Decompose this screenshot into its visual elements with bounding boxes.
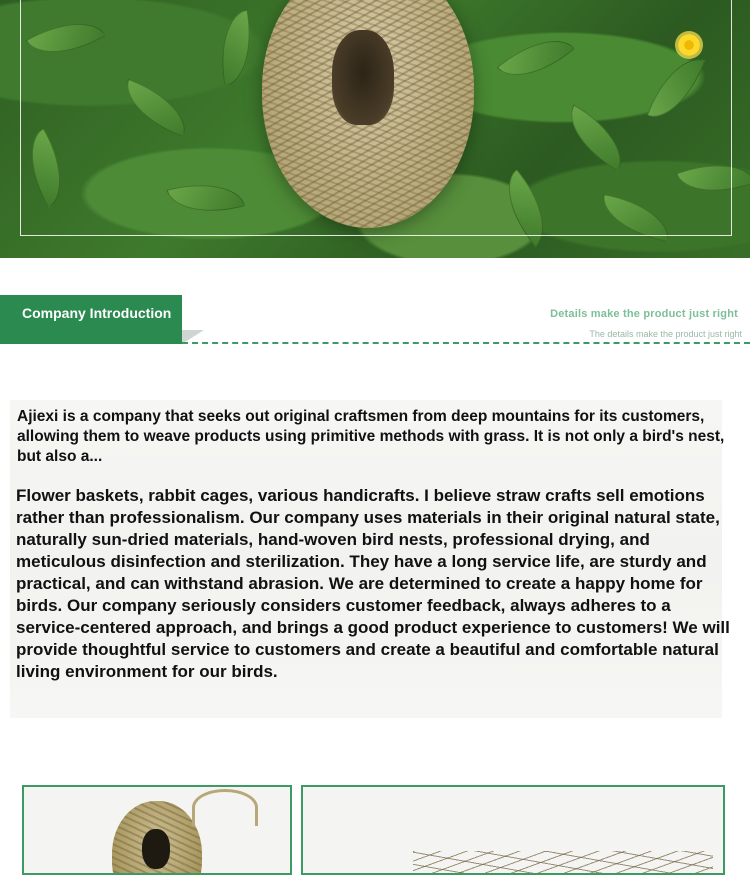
rope-icon (192, 789, 258, 826)
photo-frame (20, 0, 732, 236)
product-photo-card (22, 785, 292, 875)
section-title: Company Introduction (22, 305, 172, 321)
material-photo-card (301, 785, 725, 875)
hero-photo (0, 0, 750, 258)
section-tagline-sub: The details make the product just right (589, 329, 742, 339)
section-tagline: Details make the product just right (550, 308, 738, 320)
nest-entrance (142, 829, 170, 869)
section-divider (182, 342, 750, 344)
hanging-bird-nest-icon (112, 801, 202, 875)
straw-material-icon (413, 851, 713, 875)
company-intro-text: Ajiexi is a company that seeks out original craftsmen from deep mountains for its customers, allowing them to weave products using primitive methods with grass. It is not only a bird's nest, but also a... (17, 408, 725, 465)
company-detail-text: Flower baskets, rabbit cages, various handicrafts. I believe straw crafts sell emotions rather than professionalism. Our company uses materials in their original natural state, naturally sun-dried materials, hand-woven bird nests, professional drying, and meticulous disinfection and sterilization. They have a long service life, are sturdy and practical, and can withstand abrasion. We are determined to create a happy home for birds. Our company seriously considers customer feedback, always adheres to a service-centered approach, and brings a good product experience to customers! We will provide thoughtful service to customers and create a beautiful and comfortable natural living environment for our birds. (16, 486, 730, 681)
